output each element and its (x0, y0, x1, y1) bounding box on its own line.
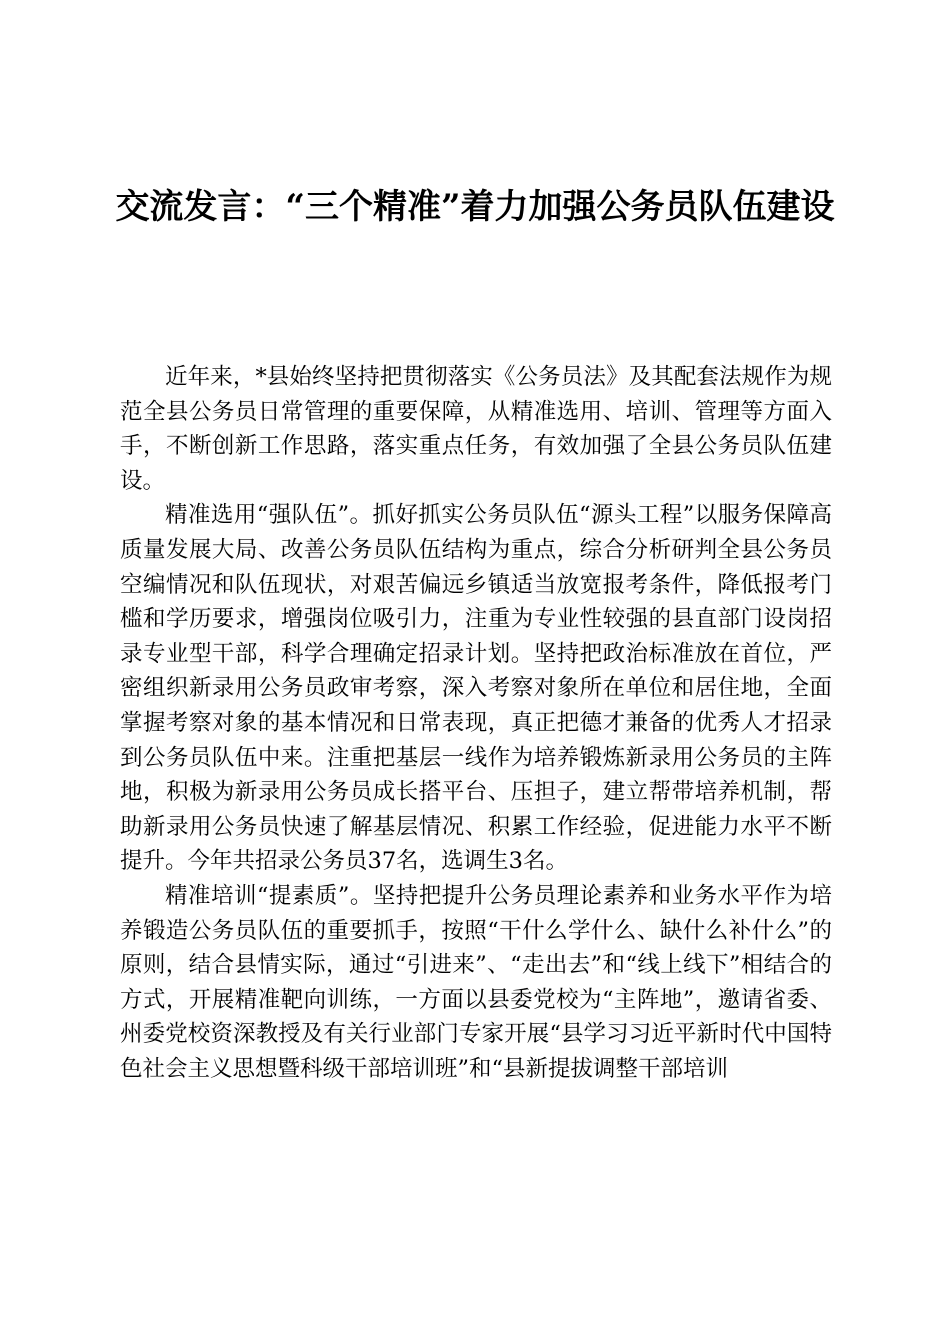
paragraph-precise-selection: 精准选用“强队伍”。抓好抓实公务员队伍“源头工程”以服务保障高质量发展大局、改善公务员队伍结构为重点，综合分析研判全县公务员空编情况和队伍现状，对艰苦偏远乡镇适当放宽报考条件，降低报考门槛和学历要求，增强岗位吸引力，注重为专业性较强的县直部门设岗招录专业型干部，科学合理确定招录计划。坚持把政治标准放在首位，严密组织新录用公务员政审考察，深入考察对象所在单位和居住地，全面掌握考察对象的基本情况和日常表现，真正把德才兼备的优秀人才招录到公务员队伍中来。注重把基层一线作为培养锻炼新录用公务员的主阵地，积极为新录用公务员成长搭平台、压担子，建立帮带培养机制，帮助新录用公务员快速了解基层情况、积累工作经验，促进能力水平不断提升。今年共招录公务员37名，选调生3名。 (120, 502, 832, 875)
paragraph-precise-training: 精准培训“提素质”。坚持把提升公务员理论素养和业务水平作为培养锻造公务员队伍的重要抓手，按照“干什么学什么、缺什么补什么”的原则，结合县情实际，通过“引进来”、“走出去”和“线上线下”相结合的方式，开展精准靶向训练，一方面以县委党校为“主阵地”，邀请省委、州委党校资深教授及有关行业部门专家开展“县学习习近平新时代中国特色社会主义思想暨科级干部培训班”和“县新提拔调整干部培训 (120, 882, 832, 1082)
document-title: 交流发言：“三个精准”着力加强公务员队伍建设 (115, 187, 835, 227)
document-body (120, 360, 832, 1086)
paragraph-intro: 近年来，*县始终坚持把贯彻落实《公务员法》及其配套法规作为规范全县公务员日常管理的重要保障，从精准选用、培训、管理等方面入手，不断创新工作思路，落实重点任务，有效加强了全县公务员队伍建设。 (120, 364, 832, 494)
